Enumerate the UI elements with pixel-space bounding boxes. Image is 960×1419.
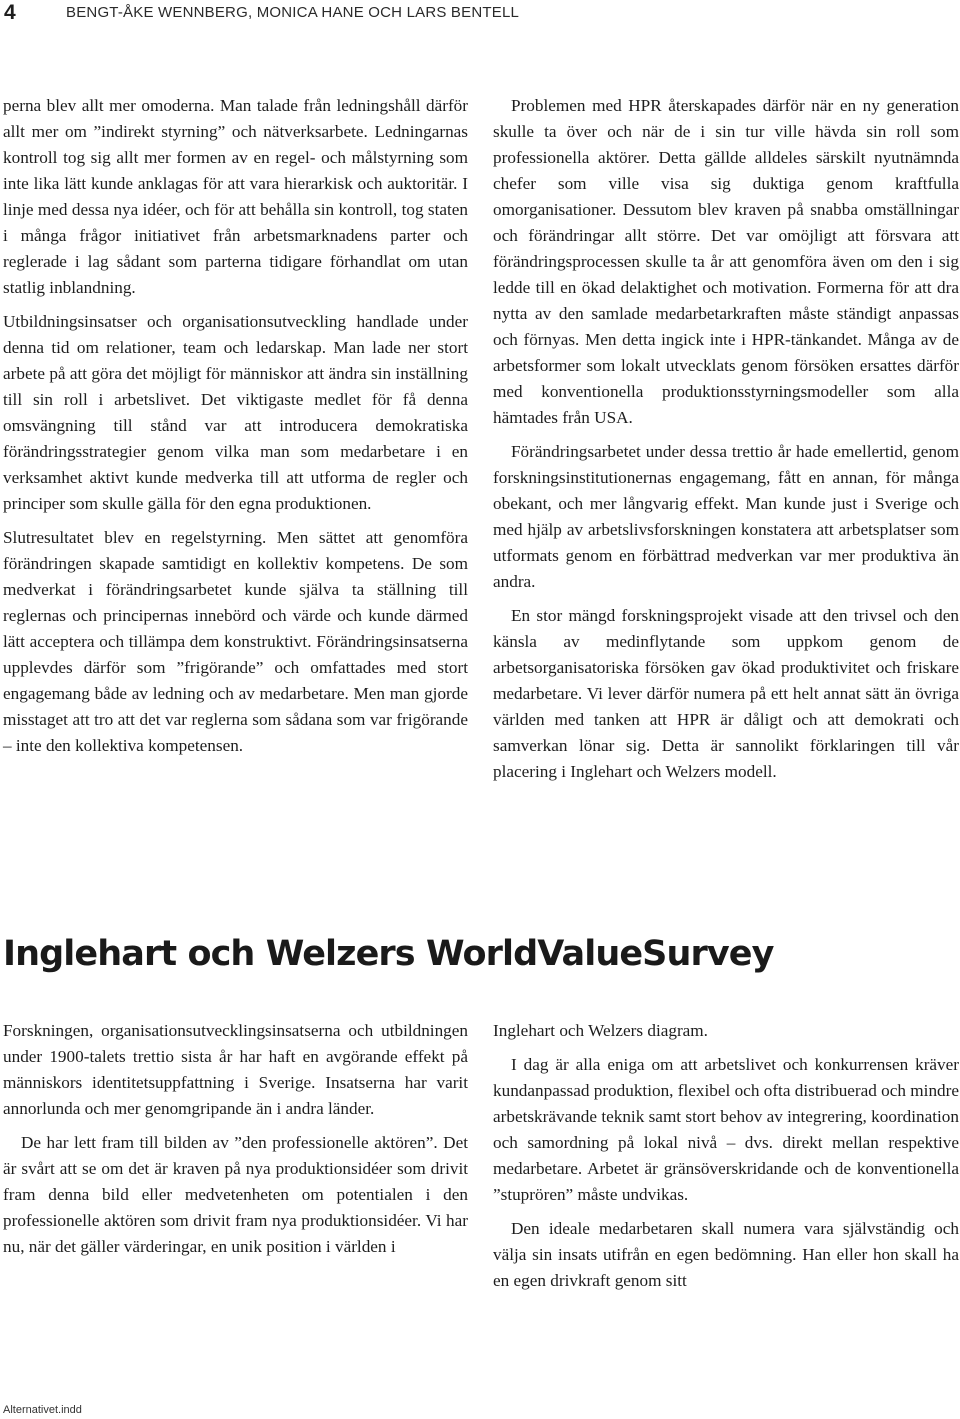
section-heading: Inglehart och Welzers WorldValueSurvey [3,934,774,974]
running-head: BENGT-ÅKE WENNBERG, MONICA HANE OCH LARS BENTELL [66,4,520,21]
paragraph: Förändringsarbetet under dessa trettio år hade emellertid, genom forskningsinstitutionernas engagemang, fått en annan, för många obekant, och mer långvarig effekt. Man kunde just i Sverige och med hjälp av arbetslivsforskningen konstatera att arbetsplatser som utformats genom en förbättrad medverkan var mer produktiva än andra. [493,442,959,591]
paragraph: perna blev allt mer omoderna. Man talade från ledningshåll därför allt mer om ”indirekt styrning” och nätverksarbete. Ledningarnas kontroll tog sig allt mer formen av en regel- och målstyrning som inte lika lätt kunde anklagas för att vara hierarkisk och auktoritär. I linje med dessa nya idéer, och för att behålla sin kontroll, tog staten i många frågor initiativet från arbetsmarknadens parter och reglerade i lag sådant som parterna tidigare förhandlat om utan statlig inblandning. [3,96,468,297]
page-header [0,0,960,30]
bottom-right-column [493,1018,959,1302]
bottom-left-column [3,1018,468,1268]
paragraph: Inglehart och Welzers diagram. [493,1021,708,1040]
paragraph: Den ideale medarbetaren skall numera vara självständig och välja sin insats utifrån en egen bedömning. Han eller hon skall ha en egen drivkraft genom sitt [493,1219,959,1290]
top-left-column [3,93,468,767]
footer-file-name: Alternativet.indd [3,1404,82,1416]
paragraph: De har lett fram till bilden av ”den professionelle aktören”. Det är svårt att se om det är kraven på nya produktionsidéer som drivit fram denna bild eller medvetenheten om potentialen i den professionelle aktören som drivit fram nya produktionsidéer. Vi har nu, när det gäller värderingar, en unik position i världen i [3,1133,468,1256]
top-right-column [493,93,959,793]
paragraph: Utbildningsinsatser och organisationsutveckling handlade under denna tid om relationer, team och ledarskap. Man lade ner stort arbete på att göra det möjligt för människor att ändra sin inställning till sin roll i arbetslivet. Det viktigaste medlet för få denna omsvängning till stånd var att introducera demokratiska förändringsstrategier genom vilka man som medarbetare i en verksamhet aktivt kunde medverka till att utforma de regler och principer som skulle gälla för den egna produktionen. [3,312,468,513]
paragraph: Problemen med HPR återskapades därför när en ny generation skulle ta över och när de i sin tur ville hävda sin roll som professionella aktörer. Detta gällde alldeles särskilt nyutnämnda chefer som ville visa sig duktiga genom kraftfulla omorganisationer. Dessutom blev kraven på snabba omställningar och förändringar allt större. Det var omöjligt att försvara att förändringsprocessen skulle ta år att genomföra även om den i sig ledde till en ökad delaktighet och motivation. Formerna för att dra nytta av den samlade medarbetarkraften måste ständigt anpassas och förnyas. Men detta ingick inte i HPR-tänkandet. Många av de arbetsformer som lokalt utvecklats genom försöken ersattes därför med konventionella produktionsstyrningsmodeller som alla hämtades från USA. [493,96,959,427]
page-number: 4 [4,1,16,24]
paragraph: I dag är alla eniga om att arbetslivet och konkurrensen kräver kundanpassad produktion, flexibel och ofta distribuerad och mindre arbetskrävande teknik samt stort behov av integrering, koordination och samordning på lokal nivå – dvs. direkt mellan respektive medarbetare. Arbetet är gränsöverskridande och de konventionella ”stuprören” måste undvikas. [493,1055,959,1204]
paragraph: En stor mängd forskningsprojekt visade att den trivsel och den känsla av medinflytande som uppkom genom de arbetsorganisatoriska försöken gav ökad produktivitet och friskare medarbetare. Vi lever därför numera på ett helt annat sätt än övriga världen med tanken att HPR är dåligt och att demokrati och samverkan lönar sig. Detta är sannolikt förklaringen till vår placering i Inglehart och Welzers modell. [493,606,959,781]
paragraph: Forskningen, organisationsutvecklingsinsatserna och utbildningen under 1900-talets trettio sista år har haft en avgörande effekt på människors identitetsuppfattning i Sverige. Insatserna har varit annorlunda och mer genomgripande än i andra länder. [3,1021,468,1118]
paragraph: Slutresultatet blev en regelstyrning. Men sättet att genomföra förändringen skapade samtidigt en kollektiv kompetens. De som medverkat i förändringsarbetet kunde själva ta ställning till reglernas och principernas innebörd och värde och kunde därmed lätt acceptera och tillämpa dem konstruktivt. Förändringsinsatserna upplevdes därför som ”frigörande” och omfattades med stort engagemang både av ledning och av medarbetare. Men man gjorde misstaget att tro att det var reglerna som sådana som var frigörande – inte den kollektiva kompetensen. [3,528,468,755]
